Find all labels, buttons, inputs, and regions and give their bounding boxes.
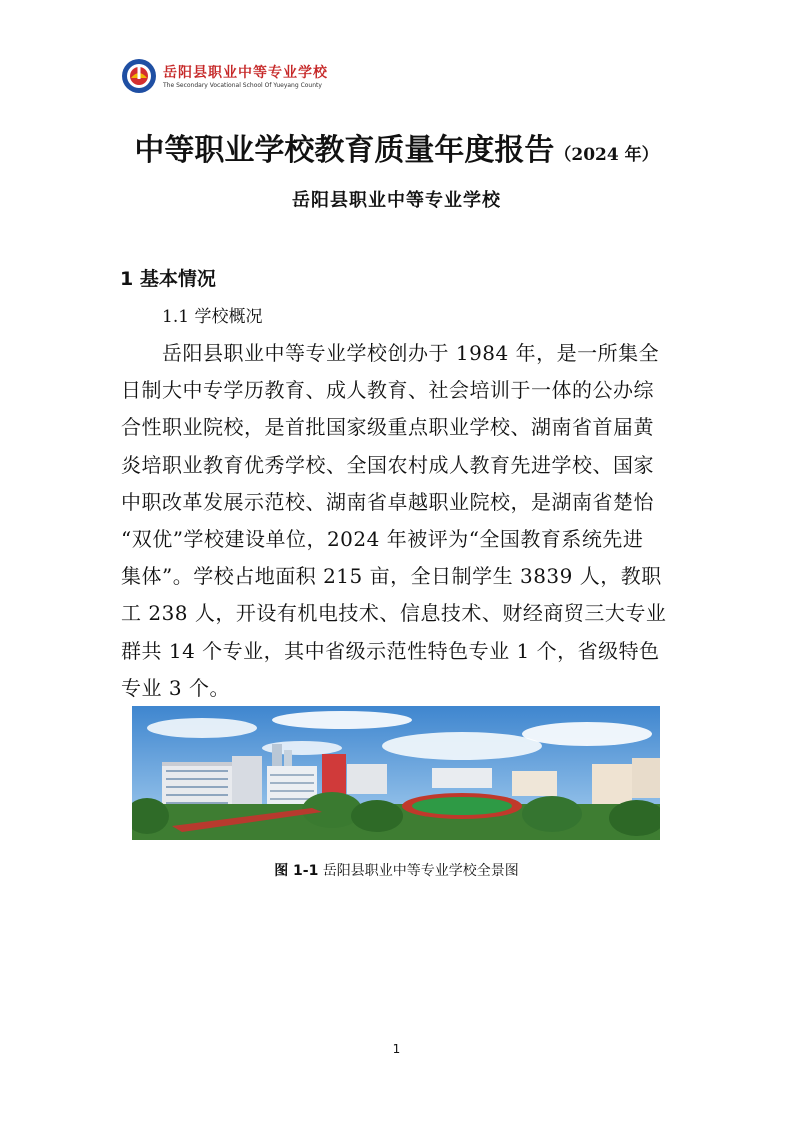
figure-caption (0, 860, 793, 880)
overview-paragraph (121, 335, 674, 707)
school-emblem-icon (121, 58, 157, 94)
figure-caption-text: 岳阳县职业中等专业学校全景图 (322, 863, 519, 879)
school-logo (121, 58, 328, 98)
paragraph-line: 工 238 人，开设有机电技术、信息技术、财经商贸三大专业 (121, 601, 667, 626)
school-subtitle: 岳阳县职业中等专业学校 (292, 190, 501, 211)
report-title-main: 中等职业学校教育质量年度报告 (134, 133, 555, 168)
campus-panorama-image (132, 706, 660, 840)
paragraph-line: “双优”学校建设单位，2024 年被评为“全国教育系统先进 (121, 526, 644, 551)
paragraph-line: 集体”。学校占地面积 215 亩，全日制学生 3839 人，教职 (121, 564, 662, 589)
paragraph-line: 专业 3 个。 (121, 675, 230, 700)
subsection-heading: 1.1 学校概况 (162, 307, 263, 327)
paragraph-line: 群共 14 个专业，其中省级示范性特色专业 1 个，省级特色 (121, 638, 660, 663)
paragraph-line: 日制大中专学历教育、成人教育、社会培训于一体的公办综 (121, 378, 654, 403)
paragraph-line: 炎培职业教育优秀学校、全国农村成人教育先进学校、国家 (121, 452, 654, 477)
school-name-en: The Secondary Vocational School Of Yueyang County (163, 82, 322, 89)
section-heading: 1 基本情况 (120, 268, 216, 290)
report-title (0, 125, 793, 169)
page-number: 1 (392, 1042, 401, 1056)
school-name-cn: 岳阳县职业中等专业学校 (163, 65, 328, 81)
paragraph-line: 合性职业院校，是首批国家级重点职业学校、湖南省首届黄 (121, 415, 654, 440)
report-title-year: （2024 年） (554, 145, 659, 165)
figure-label: 图 1-1 (274, 863, 319, 879)
paragraph-line: 中职改革发展示范校、湖南省卓越职业院校，是湖南省楚怡 (121, 489, 654, 514)
paragraph-line: 岳阳县职业中等专业学校创办于 1984 年，是一所集全 (162, 341, 660, 365)
